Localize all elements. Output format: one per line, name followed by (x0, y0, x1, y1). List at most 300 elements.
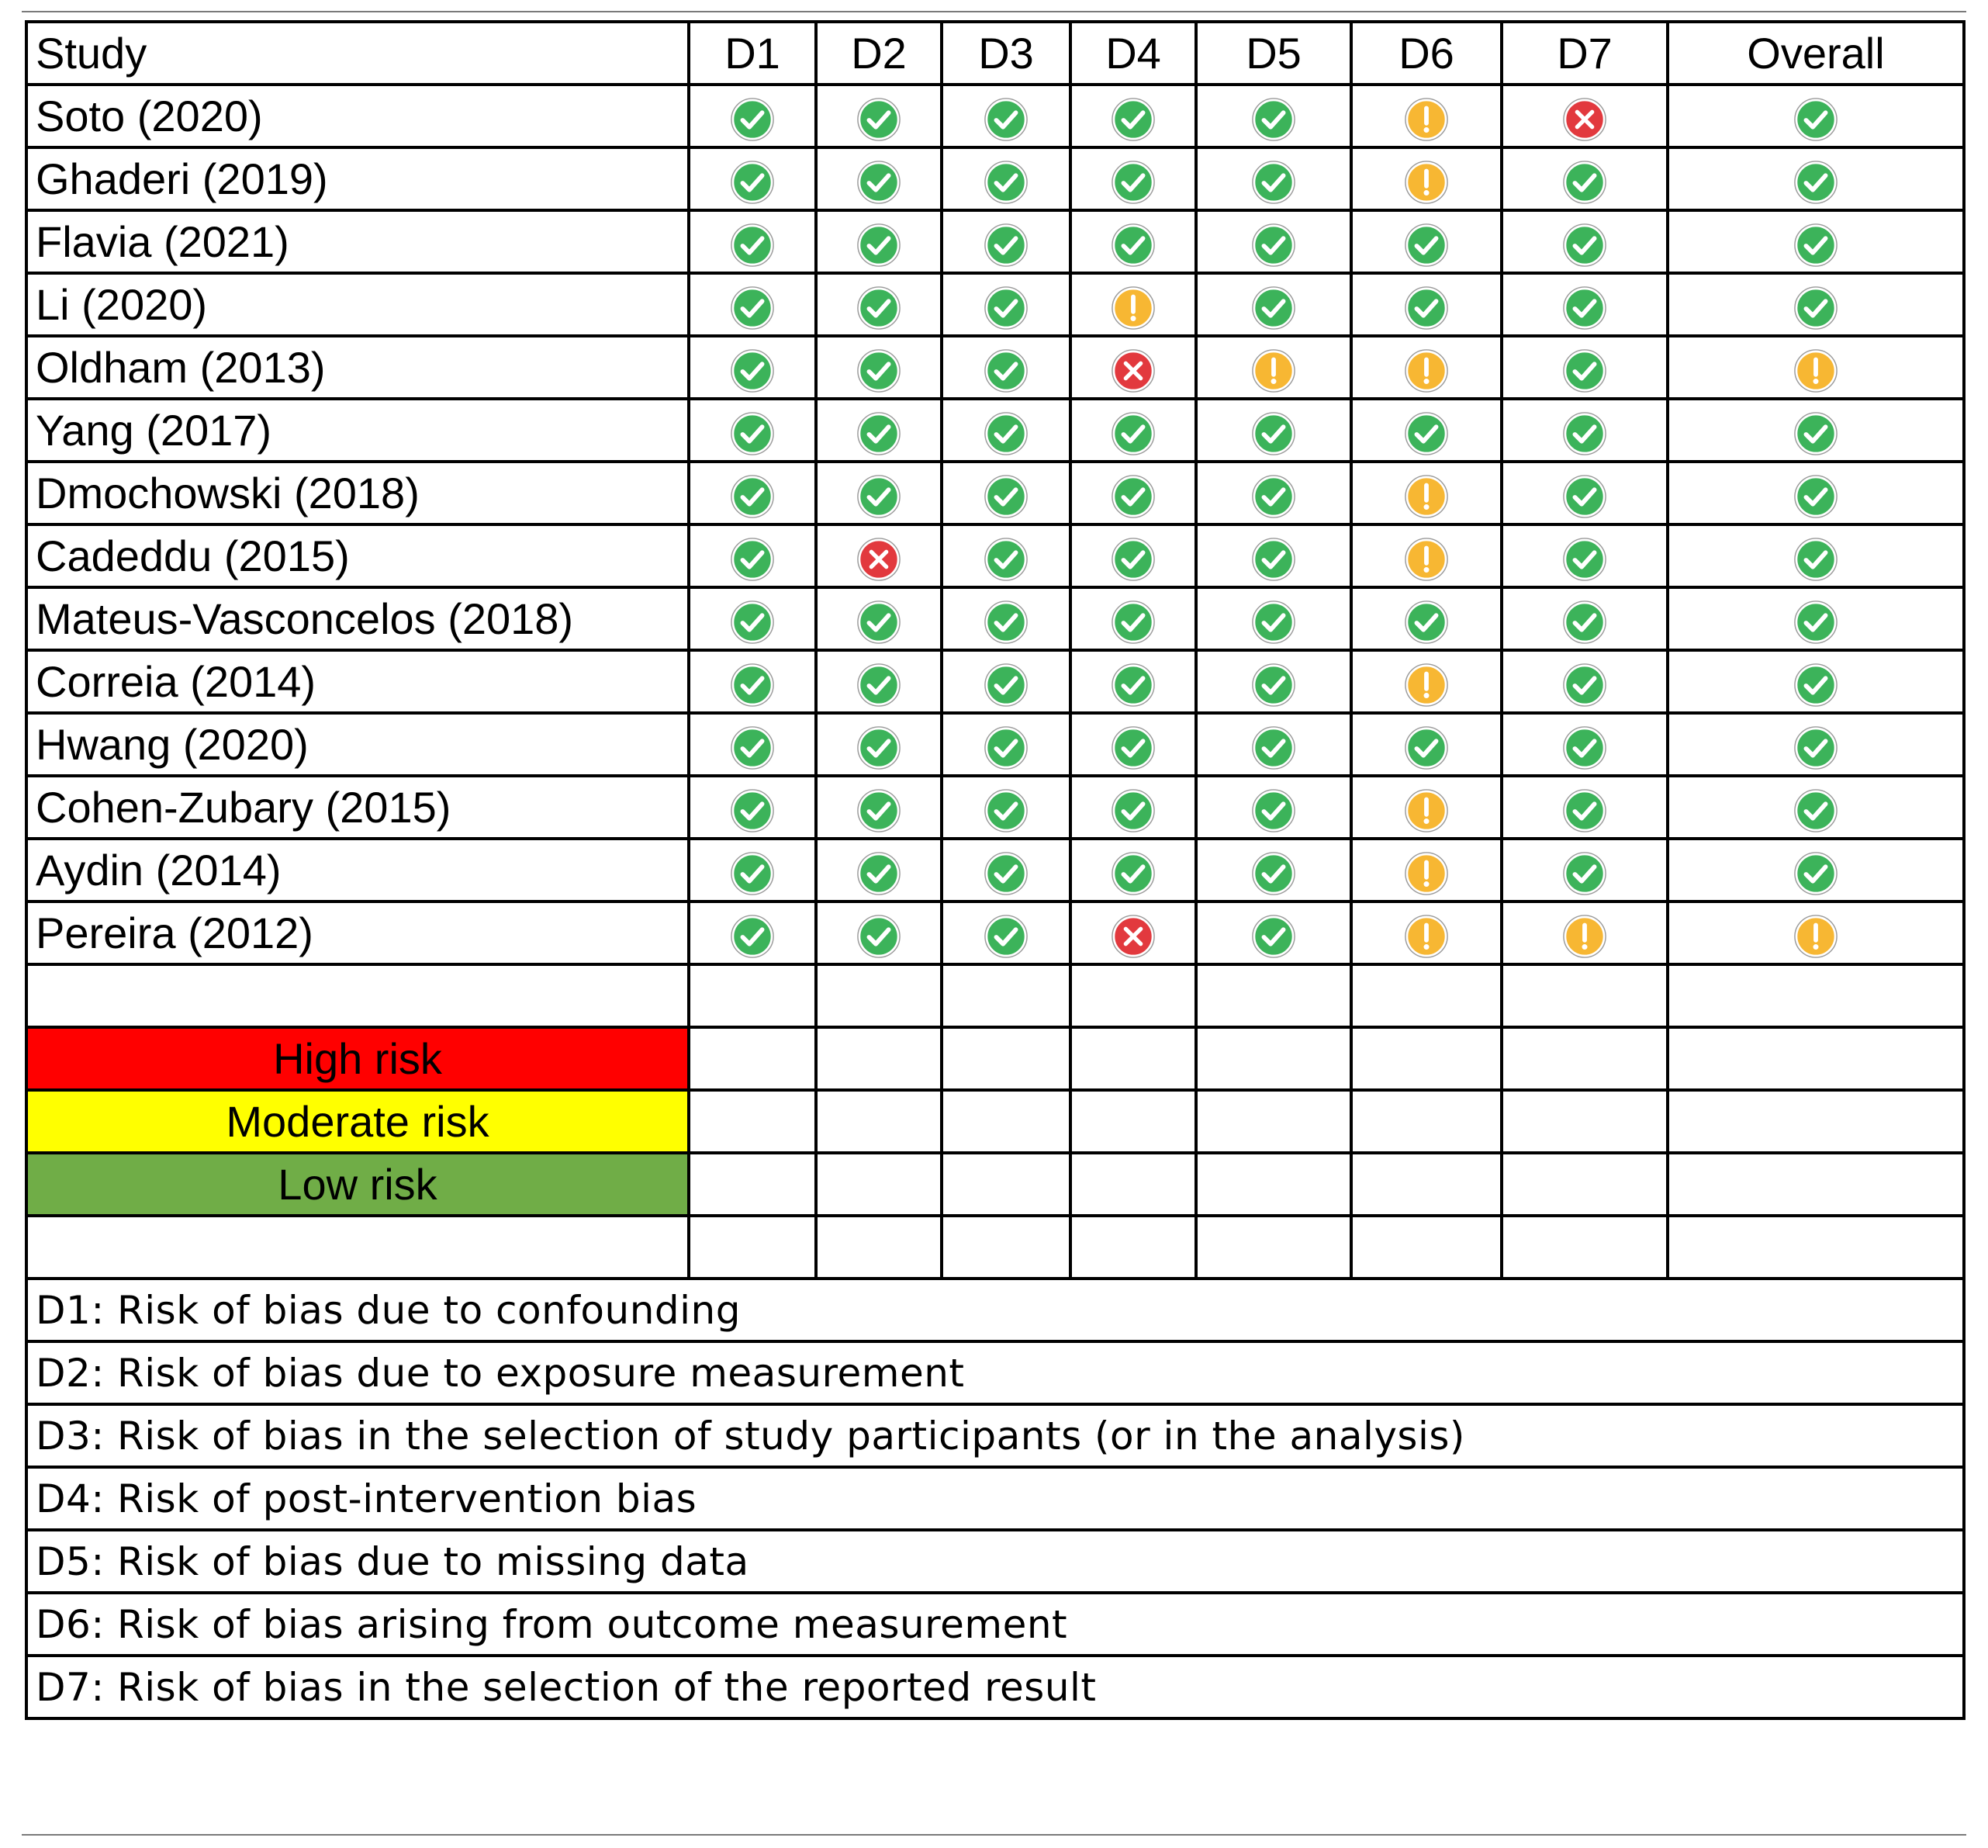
rating-cell-overall (1668, 462, 1964, 524)
study-name: Cohen-Zubary (2015) (26, 776, 689, 839)
rating-cell-d7 (1502, 524, 1668, 587)
check-circle-icon (984, 411, 1029, 456)
check-circle-icon (1562, 851, 1607, 896)
rating-cell-d7 (1502, 650, 1668, 713)
rating-cell-d5 (1196, 273, 1351, 336)
check-circle-icon (856, 160, 901, 205)
rating-cell-d1 (689, 399, 816, 462)
rating-cell-d2 (816, 776, 942, 839)
rating-cell-d6 (1351, 839, 1502, 902)
check-circle-icon (1251, 788, 1296, 833)
rating-cell-d1 (689, 902, 816, 964)
rating-cell-d3 (942, 776, 1070, 839)
empty-cell (942, 1153, 1070, 1216)
rating-cell-d5 (1196, 776, 1351, 839)
check-circle-icon (1251, 223, 1296, 268)
check-circle-icon (1251, 663, 1296, 708)
rating-cell-d2 (816, 902, 942, 964)
check-circle-icon (856, 851, 901, 896)
definition-row (26, 1467, 1964, 1530)
domain-definition-d1: D1: Risk of bias due to confounding (26, 1279, 1964, 1341)
spacer-row (26, 964, 1964, 1027)
study-row (26, 85, 1964, 147)
rating-cell-d5 (1196, 839, 1351, 902)
check-circle-icon (730, 663, 775, 708)
check-circle-icon (984, 160, 1029, 205)
header-overall: Overall (1668, 22, 1964, 85)
check-circle-icon (1111, 725, 1156, 770)
study-row (26, 902, 1964, 964)
rating-cell-d1 (689, 462, 816, 524)
exclamation-circle-icon (1793, 914, 1838, 959)
study-row (26, 713, 1964, 776)
rating-cell-d2 (816, 210, 942, 273)
legend-row (26, 1027, 1964, 1090)
study-row (26, 399, 1964, 462)
header-d2: D2 (816, 22, 942, 85)
rating-cell-d6 (1351, 713, 1502, 776)
check-circle-icon (1111, 97, 1156, 142)
empty-cell (26, 964, 689, 1027)
risk-of-bias-table (25, 20, 1966, 1720)
rating-cell-d4 (1070, 210, 1196, 273)
rating-cell-d3 (942, 147, 1070, 210)
legend-row (26, 1090, 1964, 1153)
rating-cell-d7 (1502, 85, 1668, 147)
empty-cell (942, 964, 1070, 1027)
study-name: Aydin (2014) (26, 839, 689, 902)
rating-cell-d4 (1070, 839, 1196, 902)
check-circle-icon (984, 286, 1029, 330)
check-circle-icon (730, 348, 775, 393)
rating-cell-overall (1668, 147, 1964, 210)
check-circle-icon (1251, 537, 1296, 582)
empty-cell (1196, 1153, 1351, 1216)
check-circle-icon (856, 474, 901, 519)
check-circle-icon (984, 725, 1029, 770)
rating-cell-d2 (816, 462, 942, 524)
rating-cell-overall (1668, 524, 1964, 587)
exclamation-circle-icon (1404, 97, 1449, 142)
rating-cell-d4 (1070, 524, 1196, 587)
check-circle-icon (1251, 600, 1296, 645)
rating-cell-d3 (942, 524, 1070, 587)
rating-cell-d2 (816, 147, 942, 210)
rating-cell-d6 (1351, 902, 1502, 964)
rating-cell-d2 (816, 839, 942, 902)
check-circle-icon (1793, 788, 1838, 833)
exclamation-circle-icon (1251, 348, 1296, 393)
rating-cell-d1 (689, 839, 816, 902)
header-d7: D7 (1502, 22, 1668, 85)
exclamation-circle-icon (1404, 348, 1449, 393)
rating-cell-d3 (942, 273, 1070, 336)
check-circle-icon (1562, 286, 1607, 330)
rating-cell-overall (1668, 713, 1964, 776)
rating-cell-d6 (1351, 524, 1502, 587)
rating-cell-d5 (1196, 902, 1351, 964)
rating-cell-d3 (942, 210, 1070, 273)
study-row (26, 650, 1964, 713)
empty-cell (1502, 964, 1668, 1027)
rating-cell-d6 (1351, 462, 1502, 524)
check-circle-icon (984, 97, 1029, 142)
rating-cell-d7 (1502, 210, 1668, 273)
check-circle-icon (984, 348, 1029, 393)
rating-cell-d2 (816, 273, 942, 336)
empty-cell (26, 1216, 689, 1279)
rating-cell-overall (1668, 650, 1964, 713)
rating-cell-d1 (689, 650, 816, 713)
rating-cell-d5 (1196, 147, 1351, 210)
rating-cell-d5 (1196, 85, 1351, 147)
study-name: Ghaderi (2019) (26, 147, 689, 210)
exclamation-circle-icon (1793, 348, 1838, 393)
rating-cell-d7 (1502, 839, 1668, 902)
rating-cell-d5 (1196, 524, 1351, 587)
rating-cell-d1 (689, 713, 816, 776)
exclamation-circle-icon (1404, 914, 1449, 959)
check-circle-icon (1793, 97, 1838, 142)
rating-cell-d7 (1502, 713, 1668, 776)
empty-cell (689, 1027, 816, 1090)
check-circle-icon (1562, 223, 1607, 268)
exclamation-circle-icon (1404, 537, 1449, 582)
empty-cell (1196, 964, 1351, 1027)
rating-cell-overall (1668, 85, 1964, 147)
check-circle-icon (1793, 537, 1838, 582)
check-circle-icon (730, 411, 775, 456)
check-circle-icon (1793, 286, 1838, 330)
rating-cell-overall (1668, 336, 1964, 399)
empty-cell (1196, 1027, 1351, 1090)
rating-cell-d1 (689, 85, 816, 147)
study-name: Flavia (2021) (26, 210, 689, 273)
check-circle-icon (1251, 725, 1296, 770)
check-circle-icon (730, 160, 775, 205)
rating-cell-d7 (1502, 147, 1668, 210)
exclamation-circle-icon (1404, 474, 1449, 519)
check-circle-icon (1793, 851, 1838, 896)
rating-cell-d1 (689, 147, 816, 210)
check-circle-icon (1111, 663, 1156, 708)
check-circle-icon (1562, 788, 1607, 833)
empty-cell (1351, 1090, 1502, 1153)
rating-cell-d4 (1070, 713, 1196, 776)
rating-cell-d6 (1351, 776, 1502, 839)
check-circle-icon (856, 788, 901, 833)
check-circle-icon (730, 725, 775, 770)
check-circle-icon (984, 663, 1029, 708)
domain-definition-d5: D5: Risk of bias due to missing data (26, 1530, 1964, 1593)
study-row (26, 462, 1964, 524)
check-circle-icon (730, 223, 775, 268)
rating-cell-d4 (1070, 587, 1196, 650)
header-d1: D1 (689, 22, 816, 85)
rating-cell-d3 (942, 336, 1070, 399)
domain-definition-d4: D4: Risk of post-intervention bias (26, 1467, 1964, 1530)
check-circle-icon (1251, 97, 1296, 142)
rating-cell-d7 (1502, 902, 1668, 964)
study-name: Dmochowski (2018) (26, 462, 689, 524)
check-circle-icon (1562, 348, 1607, 393)
check-circle-icon (1251, 286, 1296, 330)
empty-cell (816, 1153, 942, 1216)
rating-cell-d5 (1196, 399, 1351, 462)
empty-cell (1070, 1027, 1196, 1090)
study-row (26, 587, 1964, 650)
legend-row (26, 1153, 1964, 1216)
check-circle-icon (1404, 286, 1449, 330)
study-row (26, 839, 1964, 902)
study-name: Yang (2017) (26, 399, 689, 462)
definition-row (26, 1279, 1964, 1341)
rating-cell-d4 (1070, 902, 1196, 964)
rating-cell-d4 (1070, 273, 1196, 336)
empty-cell (1668, 964, 1964, 1027)
empty-cell (1502, 1027, 1668, 1090)
rating-cell-d5 (1196, 650, 1351, 713)
check-circle-icon (1793, 600, 1838, 645)
exclamation-circle-icon (1404, 851, 1449, 896)
check-circle-icon (1793, 663, 1838, 708)
rating-cell-d5 (1196, 713, 1351, 776)
rating-cell-d4 (1070, 336, 1196, 399)
spacer-row (26, 1216, 1964, 1279)
check-circle-icon (1111, 160, 1156, 205)
bottom-rule (22, 1834, 1966, 1836)
study-row (26, 524, 1964, 587)
check-circle-icon (1562, 537, 1607, 582)
rating-cell-d3 (942, 399, 1070, 462)
check-circle-icon (730, 851, 775, 896)
study-name: Cadeddu (2015) (26, 524, 689, 587)
check-circle-icon (1404, 223, 1449, 268)
check-circle-icon (730, 788, 775, 833)
check-circle-icon (730, 600, 775, 645)
check-circle-icon (1111, 851, 1156, 896)
study-name: Hwang (2020) (26, 713, 689, 776)
rating-cell-d4 (1070, 399, 1196, 462)
check-circle-icon (1404, 725, 1449, 770)
rating-cell-d1 (689, 336, 816, 399)
exclamation-circle-icon (1404, 788, 1449, 833)
check-circle-icon (1562, 600, 1607, 645)
exclamation-circle-icon (1404, 663, 1449, 708)
rating-cell-d2 (816, 85, 942, 147)
empty-cell (1502, 1216, 1668, 1279)
check-circle-icon (1793, 725, 1838, 770)
check-circle-icon (1251, 411, 1296, 456)
rating-cell-overall (1668, 839, 1964, 902)
empty-cell (689, 964, 816, 1027)
exclamation-circle-icon (1404, 160, 1449, 205)
rating-cell-d4 (1070, 147, 1196, 210)
rating-cell-d2 (816, 399, 942, 462)
empty-cell (1668, 1216, 1964, 1279)
empty-cell (1351, 1027, 1502, 1090)
empty-cell (942, 1090, 1070, 1153)
header-row (26, 22, 1964, 85)
exclamation-circle-icon (1562, 914, 1607, 959)
empty-cell (816, 1027, 942, 1090)
check-circle-icon (856, 348, 901, 393)
study-row (26, 147, 1964, 210)
rating-cell-d4 (1070, 776, 1196, 839)
empty-cell (689, 1090, 816, 1153)
study-name: Oldham (2013) (26, 336, 689, 399)
definition-row (26, 1656, 1964, 1718)
check-circle-icon (984, 474, 1029, 519)
empty-cell (1502, 1153, 1668, 1216)
check-circle-icon (1251, 851, 1296, 896)
empty-cell (1351, 1153, 1502, 1216)
rating-cell-overall (1668, 902, 1964, 964)
check-circle-icon (1111, 788, 1156, 833)
rating-cell-d3 (942, 839, 1070, 902)
cross-circle-icon (1111, 914, 1156, 959)
empty-cell (942, 1216, 1070, 1279)
check-circle-icon (1562, 725, 1607, 770)
check-circle-icon (1793, 411, 1838, 456)
header-d6: D6 (1351, 22, 1502, 85)
empty-cell (1070, 1216, 1196, 1279)
rating-cell-d6 (1351, 85, 1502, 147)
study-row (26, 336, 1964, 399)
check-circle-icon (1562, 160, 1607, 205)
study-row (26, 210, 1964, 273)
legend-low-risk: Low risk (26, 1153, 689, 1216)
check-circle-icon (984, 537, 1029, 582)
rating-cell-d1 (689, 776, 816, 839)
check-circle-icon (1251, 914, 1296, 959)
rating-cell-d2 (816, 650, 942, 713)
check-circle-icon (1793, 474, 1838, 519)
domain-definition-d3: D3: Risk of bias in the selection of study participants (or in the analysis) (26, 1404, 1964, 1467)
rating-cell-d4 (1070, 85, 1196, 147)
rating-cell-d6 (1351, 650, 1502, 713)
check-circle-icon (1562, 663, 1607, 708)
rating-cell-overall (1668, 587, 1964, 650)
rating-cell-d2 (816, 587, 942, 650)
cross-circle-icon (1562, 97, 1607, 142)
rating-cell-d7 (1502, 587, 1668, 650)
rating-cell-d6 (1351, 336, 1502, 399)
top-rule (22, 11, 1966, 12)
rating-cell-d6 (1351, 273, 1502, 336)
rating-cell-d3 (942, 462, 1070, 524)
rating-cell-d7 (1502, 776, 1668, 839)
check-circle-icon (730, 537, 775, 582)
rating-cell-d2 (816, 524, 942, 587)
rating-cell-d6 (1351, 399, 1502, 462)
check-circle-icon (1562, 411, 1607, 456)
check-circle-icon (984, 851, 1029, 896)
domain-definition-d2: D2: Risk of bias due to exposure measurement (26, 1341, 1964, 1404)
empty-cell (1196, 1090, 1351, 1153)
empty-cell (942, 1027, 1070, 1090)
empty-cell (1351, 964, 1502, 1027)
definition-row (26, 1593, 1964, 1656)
study-row (26, 273, 1964, 336)
check-circle-icon (856, 914, 901, 959)
check-circle-icon (1111, 474, 1156, 519)
check-circle-icon (1251, 160, 1296, 205)
rating-cell-d6 (1351, 210, 1502, 273)
check-circle-icon (856, 600, 901, 645)
cross-circle-icon (1111, 348, 1156, 393)
exclamation-circle-icon (1111, 286, 1156, 330)
rating-cell-d7 (1502, 399, 1668, 462)
rating-cell-overall (1668, 210, 1964, 273)
definition-row (26, 1530, 1964, 1593)
rating-cell-overall (1668, 273, 1964, 336)
check-circle-icon (1562, 474, 1607, 519)
rating-cell-d5 (1196, 587, 1351, 650)
rating-cell-d3 (942, 85, 1070, 147)
definition-row (26, 1341, 1964, 1404)
rating-cell-d7 (1502, 273, 1668, 336)
empty-cell (1502, 1090, 1668, 1153)
header-d3: D3 (942, 22, 1070, 85)
study-name: Mateus-Vasconcelos (2018) (26, 587, 689, 650)
rating-cell-d4 (1070, 462, 1196, 524)
study-name: Li (2020) (26, 273, 689, 336)
empty-cell (816, 1216, 942, 1279)
check-circle-icon (856, 411, 901, 456)
rating-cell-d5 (1196, 462, 1351, 524)
legend-high-risk: High risk (26, 1027, 689, 1090)
empty-cell (1070, 1090, 1196, 1153)
check-circle-icon (730, 97, 775, 142)
study-name: Correia (2014) (26, 650, 689, 713)
rating-cell-d6 (1351, 147, 1502, 210)
domain-definition-d6: D6: Risk of bias arising from outcome measurement (26, 1593, 1964, 1656)
check-circle-icon (984, 223, 1029, 268)
header-d4: D4 (1070, 22, 1196, 85)
check-circle-icon (730, 286, 775, 330)
rating-cell-d2 (816, 713, 942, 776)
check-circle-icon (730, 474, 775, 519)
empty-cell (689, 1216, 816, 1279)
rating-cell-d3 (942, 650, 1070, 713)
empty-cell (1070, 964, 1196, 1027)
empty-cell (1196, 1216, 1351, 1279)
check-circle-icon (1793, 223, 1838, 268)
check-circle-icon (1111, 600, 1156, 645)
empty-cell (816, 964, 942, 1027)
check-circle-icon (730, 914, 775, 959)
rating-cell-d3 (942, 587, 1070, 650)
rating-cell-d1 (689, 587, 816, 650)
check-circle-icon (856, 286, 901, 330)
check-circle-icon (1111, 223, 1156, 268)
empty-cell (816, 1090, 942, 1153)
empty-cell (1070, 1153, 1196, 1216)
empty-cell (1668, 1153, 1964, 1216)
rating-cell-d2 (816, 336, 942, 399)
rating-cell-overall (1668, 776, 1964, 839)
empty-cell (689, 1153, 816, 1216)
rating-cell-d1 (689, 210, 816, 273)
check-circle-icon (984, 914, 1029, 959)
study-name: Pereira (2012) (26, 902, 689, 964)
empty-cell (1351, 1216, 1502, 1279)
header-d5: D5 (1196, 22, 1351, 85)
check-circle-icon (856, 725, 901, 770)
rating-cell-d3 (942, 902, 1070, 964)
check-circle-icon (1404, 600, 1449, 645)
